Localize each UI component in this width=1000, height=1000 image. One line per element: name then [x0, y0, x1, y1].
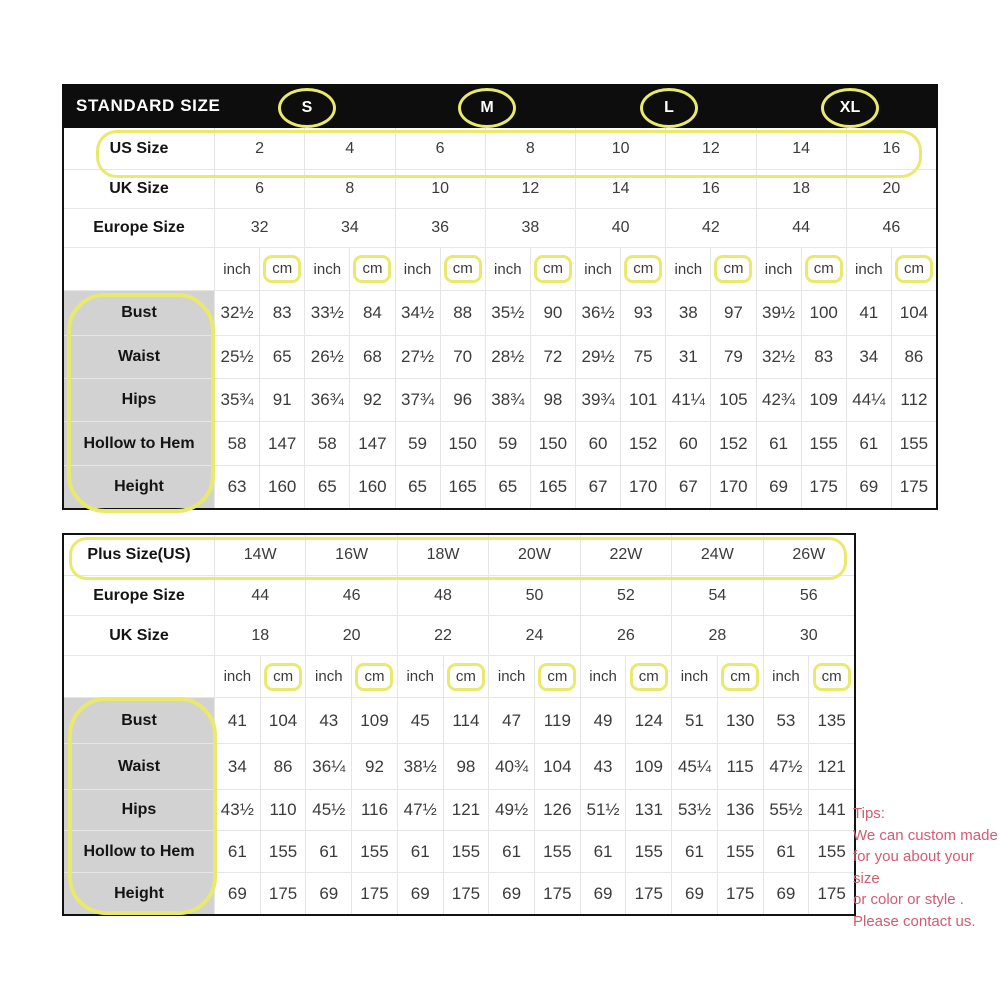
measure-value: 136	[718, 790, 763, 830]
measure-value: 41¼	[666, 379, 710, 421]
measure-value: 86	[892, 336, 936, 378]
size-value: 6	[215, 170, 304, 208]
measure-value: 41	[215, 698, 260, 743]
inch-unit-cell: inch	[215, 248, 259, 290]
measure-value: 43	[306, 698, 351, 743]
size-value: 20W	[489, 535, 579, 575]
measure-value: 155	[626, 831, 671, 872]
size-value: 4	[305, 128, 394, 169]
measure-value: 59	[396, 422, 440, 465]
size-value: 54	[672, 576, 762, 615]
measure-value: 91	[260, 379, 304, 421]
measure-value: 84	[350, 291, 394, 335]
measure-value: 34	[215, 744, 260, 789]
plus-size-table	[62, 533, 856, 916]
measure-value: 170	[711, 466, 755, 508]
measure-value: 160	[350, 466, 394, 508]
measure-value: 147	[350, 422, 394, 465]
measure-value: 31	[666, 336, 710, 378]
cm-unit-cell	[621, 248, 665, 290]
measure-value: 58	[305, 422, 349, 465]
row-label: UK Size	[64, 616, 214, 655]
standard-size-table	[62, 84, 938, 510]
size-value: 34	[305, 209, 394, 247]
inch-unit-cell: inch	[305, 248, 349, 290]
measure-value: 35¾	[215, 379, 259, 421]
measure-value: 61	[306, 831, 351, 872]
size-value: 26	[581, 616, 671, 655]
measure-value: 165	[441, 466, 485, 508]
measure-value: 29½	[576, 336, 620, 378]
size-group-oval: M	[458, 88, 516, 128]
measure-value: 121	[809, 744, 854, 789]
measure-value: 65	[305, 466, 349, 508]
standard-size-header	[62, 84, 938, 128]
measure-value: 92	[352, 744, 397, 789]
measure-value: 45	[398, 698, 443, 743]
size-value: 18	[757, 170, 846, 208]
measure-value: 121	[444, 790, 489, 830]
size-value: 20	[306, 616, 396, 655]
inch-unit-cell: inch	[757, 248, 801, 290]
measure-value: 147	[260, 422, 304, 465]
size-value: 48	[398, 576, 488, 615]
measure-value: 36¾	[305, 379, 349, 421]
measure-value: 141	[809, 790, 854, 830]
measure-value: 175	[892, 466, 936, 508]
measure-value: 101	[621, 379, 665, 421]
row-label: Hips	[64, 379, 214, 421]
tips-line: or color or style .	[853, 891, 964, 908]
measure-value: 34	[847, 336, 891, 378]
size-value: 12	[666, 128, 755, 169]
size-value: 12	[486, 170, 575, 208]
measure-value: 100	[802, 291, 846, 335]
size-value: 46	[306, 576, 396, 615]
measure-value: 175	[718, 873, 763, 914]
measure-value: 175	[444, 873, 489, 914]
measure-value: 86	[261, 744, 306, 789]
cm-highlight: cm	[534, 255, 572, 283]
measure-value: 65	[486, 466, 530, 508]
measure-value: 67	[576, 466, 620, 508]
measure-value: 36½	[576, 291, 620, 335]
row-label: Waist	[64, 744, 214, 789]
measure-value: 47½	[398, 790, 443, 830]
unit-row-label	[64, 248, 214, 290]
cm-unit-cell	[809, 656, 854, 697]
inch-unit-cell: inch	[581, 656, 626, 697]
cm-highlight: cm	[630, 663, 668, 691]
tips-note	[853, 803, 999, 932]
size-value: 10	[396, 170, 485, 208]
measure-value: 65	[260, 336, 304, 378]
cm-unit-cell	[531, 248, 575, 290]
measure-value: 41	[847, 291, 891, 335]
row-label: Waist	[64, 336, 214, 378]
measure-value: 130	[718, 698, 763, 743]
measure-value: 150	[441, 422, 485, 465]
tips-line: Please contact us.	[853, 912, 976, 930]
measure-value: 65	[396, 466, 440, 508]
size-value: 10	[576, 128, 665, 169]
size-value: 2	[215, 128, 304, 169]
cm-highlight: cm	[447, 663, 485, 691]
size-value: 28	[672, 616, 762, 655]
measure-value: 155	[444, 831, 489, 872]
measure-value: 27½	[396, 336, 440, 378]
size-value: 24	[489, 616, 579, 655]
measure-value: 61	[672, 831, 717, 872]
size-value: 22W	[581, 535, 671, 575]
measure-value: 47½	[764, 744, 809, 789]
size-value: 22	[398, 616, 488, 655]
inch-unit-cell: inch	[666, 248, 710, 290]
size-value: 18	[215, 616, 305, 655]
measure-value: 61	[757, 422, 801, 465]
measure-value: 49	[581, 698, 626, 743]
size-value: 26W	[764, 535, 854, 575]
row-label: Hollow to Hem	[64, 422, 214, 465]
size-value: 24W	[672, 535, 762, 575]
cm-highlight: cm	[895, 255, 933, 283]
size-value: 30	[764, 616, 854, 655]
cm-unit-cell	[718, 656, 763, 697]
cm-highlight: cm	[355, 663, 393, 691]
measure-value: 61	[847, 422, 891, 465]
measure-value: 105	[711, 379, 755, 421]
row-label: Europe Size	[64, 209, 214, 247]
measure-value: 60	[576, 422, 620, 465]
measure-value: 47	[489, 698, 534, 743]
measure-value: 32½	[215, 291, 259, 335]
measure-value: 28½	[486, 336, 530, 378]
measure-value: 175	[352, 873, 397, 914]
measure-value: 104	[892, 291, 936, 335]
measure-value: 39¾	[576, 379, 620, 421]
measure-value: 61	[489, 831, 534, 872]
measure-value: 42¾	[757, 379, 801, 421]
measure-value: 135	[809, 698, 854, 743]
measure-value: 38	[666, 291, 710, 335]
measure-value: 104	[261, 698, 306, 743]
size-value: 20	[847, 170, 936, 208]
inch-unit-cell: inch	[306, 656, 351, 697]
measure-value: 61	[398, 831, 443, 872]
tips-title: Tips:	[853, 805, 885, 822]
measure-value: 69	[764, 873, 809, 914]
measure-value: 37¾	[396, 379, 440, 421]
cm-unit-cell	[535, 656, 580, 697]
size-value: 18W	[398, 535, 488, 575]
measure-value: 53	[764, 698, 809, 743]
size-value: 44	[757, 209, 846, 247]
measure-value: 44¼	[847, 379, 891, 421]
measure-value: 68	[350, 336, 394, 378]
measure-value: 155	[809, 831, 854, 872]
measure-value: 36¼	[306, 744, 351, 789]
measure-value: 63	[215, 466, 259, 508]
measure-value: 60	[666, 422, 710, 465]
measure-value: 51½	[581, 790, 626, 830]
size-value: 14	[576, 170, 665, 208]
cm-highlight: cm	[813, 663, 851, 691]
row-label: Hollow to Hem	[64, 831, 214, 872]
inch-unit-cell: inch	[486, 248, 530, 290]
measure-value: 150	[531, 422, 575, 465]
measure-value: 155	[802, 422, 846, 465]
plus-size-grid	[64, 535, 854, 914]
inch-unit-cell: inch	[396, 248, 440, 290]
measure-value: 98	[444, 744, 489, 789]
measure-value: 88	[441, 291, 485, 335]
cm-highlight: cm	[624, 255, 662, 283]
measure-value: 175	[626, 873, 671, 914]
cm-highlight: cm	[264, 663, 302, 691]
cm-unit-cell	[350, 248, 394, 290]
measure-value: 69	[581, 873, 626, 914]
size-value: 46	[847, 209, 936, 247]
standard-size-grid	[62, 128, 938, 510]
measure-value: 59	[486, 422, 530, 465]
measure-value: 67	[666, 466, 710, 508]
cm-highlight: cm	[353, 255, 391, 283]
size-value: 52	[581, 576, 671, 615]
measure-value: 175	[809, 873, 854, 914]
cm-highlight: cm	[714, 255, 752, 283]
measure-value: 119	[535, 698, 580, 743]
tips-line: We can custom made	[853, 826, 998, 844]
measure-value: 83	[260, 291, 304, 335]
size-value: 40	[576, 209, 665, 247]
measure-value: 152	[621, 422, 665, 465]
size-value: 56	[764, 576, 854, 615]
measure-value: 43	[581, 744, 626, 789]
measure-value: 25½	[215, 336, 259, 378]
measure-value: 83	[802, 336, 846, 378]
measure-value: 69	[757, 466, 801, 508]
measure-value: 38½	[398, 744, 443, 789]
measure-value: 26½	[305, 336, 349, 378]
measure-value: 33½	[305, 291, 349, 335]
measure-value: 69	[398, 873, 443, 914]
measure-value: 109	[626, 744, 671, 789]
measure-value: 79	[711, 336, 755, 378]
size-group-oval: S	[278, 88, 336, 128]
measure-value: 75	[621, 336, 665, 378]
measure-value: 155	[718, 831, 763, 872]
size-value: 32	[215, 209, 304, 247]
measure-value: 61	[215, 831, 260, 872]
inch-unit-cell: inch	[847, 248, 891, 290]
measure-value: 165	[531, 466, 575, 508]
size-value: 44	[215, 576, 305, 615]
measure-value: 155	[892, 422, 936, 465]
size-value: 16	[847, 128, 936, 169]
size-value: 6	[396, 128, 485, 169]
cm-highlight: cm	[721, 663, 759, 691]
measure-value: 160	[260, 466, 304, 508]
row-label: Height	[64, 873, 214, 914]
measure-value: 114	[444, 698, 489, 743]
measure-value: 126	[535, 790, 580, 830]
measure-value: 97	[711, 291, 755, 335]
cm-unit-cell	[260, 248, 304, 290]
cm-unit-cell	[444, 656, 489, 697]
measure-value: 104	[535, 744, 580, 789]
measure-value: 98	[531, 379, 575, 421]
inch-unit-cell: inch	[764, 656, 809, 697]
measure-value: 69	[215, 873, 260, 914]
size-value: 14	[757, 128, 846, 169]
measure-value: 92	[350, 379, 394, 421]
measure-value: 124	[626, 698, 671, 743]
measure-value: 69	[306, 873, 351, 914]
inch-unit-cell: inch	[489, 656, 534, 697]
measure-value: 155	[535, 831, 580, 872]
row-label: Bust	[64, 698, 214, 743]
measure-value: 69	[672, 873, 717, 914]
measure-value: 109	[352, 698, 397, 743]
cm-unit-cell	[802, 248, 846, 290]
measure-value: 131	[626, 790, 671, 830]
size-group-oval: XL	[821, 88, 879, 128]
inch-unit-cell: inch	[215, 656, 260, 697]
measure-value: 61	[581, 831, 626, 872]
cm-unit-cell	[711, 248, 755, 290]
measure-value: 39½	[757, 291, 801, 335]
row-label: Plus Size(US)	[64, 535, 214, 575]
measure-value: 175	[261, 873, 306, 914]
row-label: Height	[64, 466, 214, 508]
measure-value: 155	[261, 831, 306, 872]
measure-value: 69	[489, 873, 534, 914]
tips-lines	[853, 825, 999, 933]
size-value: 38	[486, 209, 575, 247]
cm-unit-cell	[441, 248, 485, 290]
size-group-oval: L	[640, 88, 698, 128]
row-label: Hips	[64, 790, 214, 830]
measure-value: 61	[764, 831, 809, 872]
cm-unit-cell	[352, 656, 397, 697]
row-label: Bust	[64, 291, 214, 335]
cm-highlight: cm	[538, 663, 576, 691]
row-label: Europe Size	[64, 576, 214, 615]
measure-value: 96	[441, 379, 485, 421]
cm-highlight: cm	[263, 255, 301, 283]
measure-value: 58	[215, 422, 259, 465]
cm-highlight: cm	[805, 255, 843, 283]
measure-value: 38¾	[486, 379, 530, 421]
row-label: US Size	[64, 128, 214, 169]
size-value: 50	[489, 576, 579, 615]
unit-row-label	[64, 656, 214, 697]
measure-value: 35½	[486, 291, 530, 335]
measure-value: 45½	[306, 790, 351, 830]
measure-value: 115	[718, 744, 763, 789]
measure-value: 43½	[215, 790, 260, 830]
measure-value: 155	[352, 831, 397, 872]
inch-unit-cell: inch	[398, 656, 443, 697]
measure-value: 69	[847, 466, 891, 508]
size-value: 36	[396, 209, 485, 247]
size-value: 42	[666, 209, 755, 247]
measure-value: 110	[261, 790, 306, 830]
measure-value: 53½	[672, 790, 717, 830]
size-value: 16	[666, 170, 755, 208]
measure-value: 32½	[757, 336, 801, 378]
measure-value: 70	[441, 336, 485, 378]
size-value: 16W	[306, 535, 396, 575]
size-value: 8	[486, 128, 575, 169]
measure-value: 112	[892, 379, 936, 421]
standard-size-title: STANDARD SIZE	[76, 96, 221, 115]
cm-highlight: cm	[444, 255, 482, 283]
size-value: 14W	[215, 535, 305, 575]
measure-value: 170	[621, 466, 665, 508]
measure-value: 116	[352, 790, 397, 830]
tips-line: for you about your size	[853, 848, 974, 887]
cm-unit-cell	[261, 656, 306, 697]
measure-value: 175	[802, 466, 846, 508]
measure-value: 175	[535, 873, 580, 914]
inch-unit-cell: inch	[576, 248, 620, 290]
cm-unit-cell	[626, 656, 671, 697]
measure-value: 152	[711, 422, 755, 465]
measure-value: 90	[531, 291, 575, 335]
inch-unit-cell: inch	[672, 656, 717, 697]
measure-value: 109	[802, 379, 846, 421]
measure-value: 49½	[489, 790, 534, 830]
cm-unit-cell	[892, 248, 936, 290]
row-label: UK Size	[64, 170, 214, 208]
measure-value: 72	[531, 336, 575, 378]
measure-value: 51	[672, 698, 717, 743]
measure-value: 34½	[396, 291, 440, 335]
measure-value: 45¼	[672, 744, 717, 789]
size-value: 8	[305, 170, 394, 208]
measure-value: 93	[621, 291, 665, 335]
measure-value: 40¾	[489, 744, 534, 789]
measure-value: 55½	[764, 790, 809, 830]
